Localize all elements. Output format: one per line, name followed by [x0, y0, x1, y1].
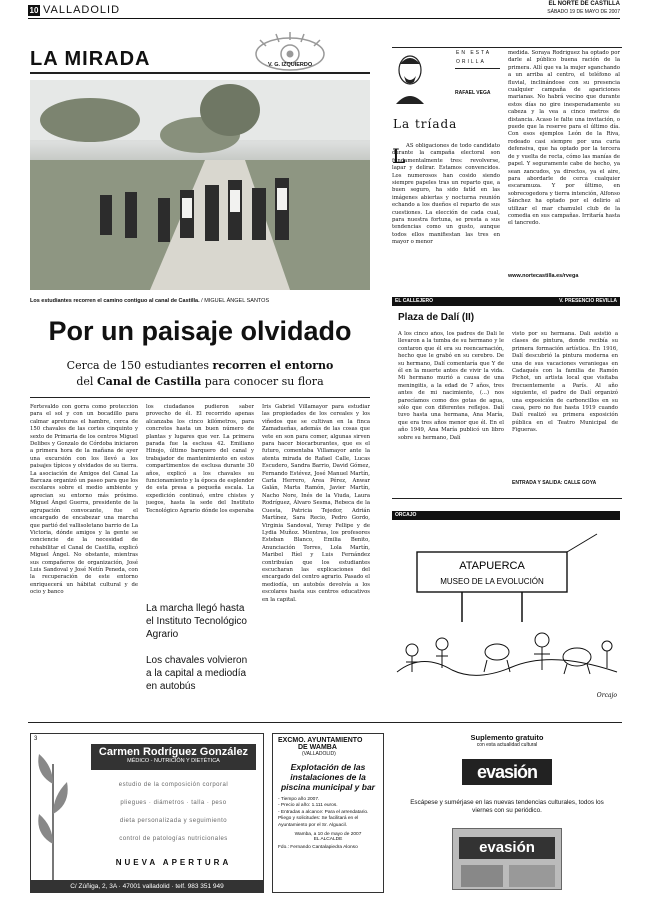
- subhead-part: Cerca de 150 estudiantes: [66, 359, 213, 372]
- column-title: LA MIRADA: [30, 48, 151, 70]
- cartoon-signature: Orcajo: [596, 692, 617, 699]
- subhead-bold: Canal de Castilla: [96, 375, 202, 388]
- magazine-image: [461, 865, 503, 887]
- column-author: V. G. IZQUIERDO: [268, 62, 313, 68]
- ad2-signer: Fdo.: Fernando Cantalapiedra Alonso: [278, 845, 358, 851]
- photo-credit: / MIGUEL ÁNGEL SANTOS: [201, 298, 270, 304]
- subhead-bold: recorren el entorno: [212, 359, 334, 372]
- ad-service-line: control de patologías nutricionales: [119, 836, 228, 842]
- header-rule: [28, 18, 620, 19]
- ad-name: Carmen Rodríguez González: [98, 746, 249, 758]
- magazine-image: [509, 865, 555, 887]
- article-headline: Por un paisaje olvidado: [48, 316, 352, 346]
- plant-icon: [33, 744, 73, 884]
- cartoon-header: [392, 511, 620, 520]
- opinion-label-2: ORILLA: [456, 59, 486, 65]
- ad-corner-number: 3: [34, 736, 38, 742]
- ad-evasion[interactable]: [392, 733, 622, 893]
- cartoon-label: ORCAJO: [395, 512, 417, 518]
- callejero-column-1: A los cinco años, los padres de Dalí le llevaron a la tumba de su hermano y le contaron que él era su reencarnación, hecho que le grabó en su cerebro. De su hermano, Dalí comentaría que Y de él en la muerte antes de vivir la vida. Mi hermano murió a causa de una meningitis, a la edad de 7 años, tres antes de mi nacimiento, (...) nos parecíamos como dos gotas de agua, sólo que con diferentes reflejos. Dalí tuvo hasta una hermana, Ana María, que era tres años menor que él. En el año 1949, Ana María publicó un libro sobre su hermano, Dalí: [398, 331, 504, 441]
- opinion-label-1: EN ESTA: [456, 50, 492, 56]
- ad2-item: Pliego y solicitudes: Se facilitará en el Ayuntamiento por el Sr. Alguacil.: [278, 816, 359, 828]
- divider: [392, 498, 622, 499]
- ad-promo: NUEVA APERTURA: [115, 858, 232, 867]
- ad-service-line: estudio de la composición corporal: [118, 782, 229, 788]
- ad2-item: - Tiempo año 2007.: [278, 797, 320, 802]
- evasion-logo: evasión: [462, 759, 552, 785]
- article-subheadline: [30, 358, 370, 390]
- issue-date: SÁBADO 19 DE MAYO DE 2007: [547, 9, 620, 15]
- subhead-part: del: [76, 375, 97, 388]
- ad-nutrition[interactable]: [30, 733, 264, 893]
- ad2-title-1: EXCMO. AYUNTAMIENTO: [278, 737, 363, 744]
- ad3-title: Suplemento gratuito: [470, 733, 544, 742]
- ad3-text: Escápese y sumérjase en las nuevas tendencias culturales, todos los viernes con su periódico.: [410, 799, 604, 814]
- ad2-date: Wamba, a 10 de mayo de 2007: [294, 832, 362, 838]
- article-column-2: los ciudadanos pudieron saber provecho de él. El recorrido apenas alcanzaba los cinco kilómetros, para concretos hasta un buen número de plantas y lugares que ver. La primera parada fue la esclusa 42. Emiliano Hinojo, último barquero del canal y trabajador de mantenimiento en estos compartimentos de esclusa durante 30 años, explicó a los chavales su funcionamiento y la época de esplendor de esta presa a pequeña escala. La expedición continuó, entre chistes y juegos, hasta la sede del Instituto Tecnológico Agrario dónde los esperaba: [146, 404, 254, 514]
- callejero-author: V. PRESENCIO REVILLA: [559, 298, 617, 304]
- magazine-logo: evasión: [459, 837, 555, 859]
- ad2-sign: EL ALCALDE: [313, 837, 343, 843]
- cartoon-sign-line2: MUSEO DE LA EVOLUCIÓN: [440, 577, 544, 586]
- ad-address: C/ Zúñiga, 2, 3A · 47001 valladolid · telf. 983 351 949: [31, 880, 263, 893]
- page-number: 10: [29, 6, 39, 15]
- callejero-title: Plaza de Dalí (II): [398, 312, 475, 323]
- ad2-title-3: (VALLADOLID): [302, 751, 336, 757]
- section-name: VALLADOLID: [43, 4, 121, 16]
- ad-subtitle: MÉDICO - NUTRICIÓN Y DIETÉTICA: [127, 758, 220, 764]
- subhead-part: para conocer su flora: [201, 375, 324, 388]
- drop-cap: L: [392, 144, 406, 168]
- pull-quote-2: Los chavales volvieron a la capital a mediodía en autobús: [146, 655, 248, 692]
- ad-title: [91, 744, 256, 770]
- opinion-website-link[interactable]: www.nortecastilla.es/rvega: [508, 273, 579, 279]
- ad-service-line: pliegues · diámetros · talla · peso: [120, 800, 227, 806]
- divider: [30, 397, 370, 398]
- divider: [455, 68, 500, 69]
- opinion-title: La tríada: [393, 117, 458, 131]
- opinion-column-2: medida. Soraya Rodríguez ha optado por darle al público buena ración de la primera. Allí que va la mujer sganchando a un arriba al centro, el teléfono al fluvial, inclinándose con su presencia cualquier campaña de apariciones marianas. No habrá vecino que durante estos días no gire inesperadamente su cabeza y la vea a cinco metros de distancia. Acaso le falte una invitación, o puede que la reserve para el último día. Con esos ejemplos León de la Riva, rodeado casi siempre por una curia defensiva, que ha optado por la tercera de y vuelta de recta, cómo las manías de papel. Y seguramente cabe de hecho, ya sean zancudos, ya directos, ya el aire, para abordarle de cerca cualquier escaramuza. Y por último, en sobrecogedora y tierra intención, Alfonso Sánchez ha optado por el delirio al utilizar el mar chamulel club de la comedia en sus campañas. Irritaría hasta el tancredo.: [508, 50, 620, 227]
- cartoon-sign-line1: ATAPUERCA: [459, 560, 525, 572]
- author-portrait-icon: [392, 52, 428, 104]
- opinion-author: RAFAEL VEGA: [455, 90, 491, 96]
- ad3-subtitle: con esta actualidad cultural: [476, 742, 538, 748]
- callejero-footer: ENTRADA Y SALIDA: CALLE GOYA: [512, 480, 597, 486]
- cartoon-drawing: [392, 522, 620, 702]
- article-photo: [30, 80, 370, 290]
- ad-wamba[interactable]: [272, 733, 384, 893]
- photo-caption: [30, 298, 370, 304]
- ad-service-line: dieta personalizada y seguimiento: [119, 818, 228, 824]
- article-column-1: Fertevaldo con gorra como protección para el sol y con un bocadillo para calmar apreturas el hambre, cerca de 150 chavales de las cortes cinquinto y sexto de Primaria de los centros Miguel Delibes y Gonzalo de Córdoba iniciaron a primera hora de la mañana de ayer una excursión con los llevó a los paisajes típicos y olvidados de su tierra. La asociación de Amigos del Canal La Barcaza organizó un paseo para que los escolares sobre el medio ambiente y aprecian su entorno más próximo. Miguel Ángel Guerra, presidente de la agrupación convocante, fue el encargado de encabezar una marcha que partió del vallisoletano barrio de La Victoria, dónde amigos y la gente se conciencie de la necesidad de rehabilitar el Canal de Castilla, explicó Miguel Ángel. No obstante, mientras sus compañeros de organización, José Luis Sandoval y José Netín Peneda, con la recuperación de este entorno enriquecerá un hábitat cultural y de ocio y banco: [30, 404, 138, 596]
- divider: [28, 722, 622, 723]
- callejero-header: [392, 297, 620, 306]
- divider: [392, 47, 622, 48]
- ad2-heading: Explotación de las instalaciones de la piscina municipal y bar: [280, 762, 375, 792]
- callejero-label: EL CALLEJERO: [395, 298, 433, 304]
- article-column-3: Iris Gabriel Villamayor para estudiar las propiedades de los cereales y los viñedos que se cultivan en la finca Zamadueñas, además de las cosas que vete en son para comer, algunas sirven para hacer biocarburantes, que es el futuro, comentaba Villamayor ante la atenta mirada de Rafael Calle, Lucas Escudero, Sandra Barrio, David Gómez, Fernando Estévez, José Manuel Martín, Carla Herrero, Area Pérez, Anwar Galán, Marta Ramón, Javier Martín, Nacho Nore, Inés de la Viuda, Laura Rodríguez, Álvaro Sesma, Rebeca de la Cuesta, Patricia Tejedor, Adrián Martínez, Sara Recio, Pedro Gordo, Virginia Sandoval, Yeray Fellipe y de Lydia Muñoz. Mientras, los profesores Esteban Blanco, Emilia Benito, Anunciación Torres, Lola Martín, Maribel Ríel y Luis Fernández contribuían que los estudiantes escucharan las explicaciones del encargado del centro agrario. Pasado el mediodía, un autobús devolvía a los escolares hasta sus centros educativos en la capital.: [262, 404, 370, 603]
- ad2-item: - Entradas a alcance: Para el arrendatario.: [278, 809, 369, 815]
- callejero-column-2: visto por su hermana. Dalí asistió a clases de pintura, donde recibía su primera formación artística. En 1916, Dalí descubrió la pintura moderna en una de sus vacaciones veraniegas en Cadaqués con la familia de Ramón Pichot, un artista local que visitaba frecuentemente a París. Al año siguiente, el padre de Dalí organizó una exposición de carboncillos en su casa, pero no fue hasta 1919 cuando Dalí realizó su primera exposición pública en el Teatro Municipal de Figueras.: [512, 331, 618, 434]
- ad2-title-2: DE WAMBA: [298, 744, 337, 751]
- pull-quote-1: La marcha llegó hasta el Instituto Tecnológico Agrario: [146, 603, 247, 640]
- divider: [30, 72, 370, 74]
- newspaper-name: EL NORTE DE CASTILLA: [548, 1, 620, 7]
- magazine-cover: [452, 828, 562, 890]
- opinion-column-1: AS obligaciones de todo candidato durante la campaña electoral son fundamentalmente tres: revolverse, lapar y delirar. Estamos convencidos. Los numerosos han cosido siendo siempre papeles tras un reparto que, a buen seguro, ha sido fatíd en las imágenes abiertas y nocturna reunión echando a los dueños el reparto de sus cuestiones. La elección de cada cual, para nuestra fortuna, se presta a sus tendencias como un gusto, aunque todos ellos manifiestan las tres en mayor o menor: [392, 143, 500, 246]
- caption-text: Los estudiantes recorren el camino contiguo al canal de Castilla.: [30, 298, 200, 304]
- ad2-item: - Precio al año: 1.111 euros.: [278, 803, 338, 809]
